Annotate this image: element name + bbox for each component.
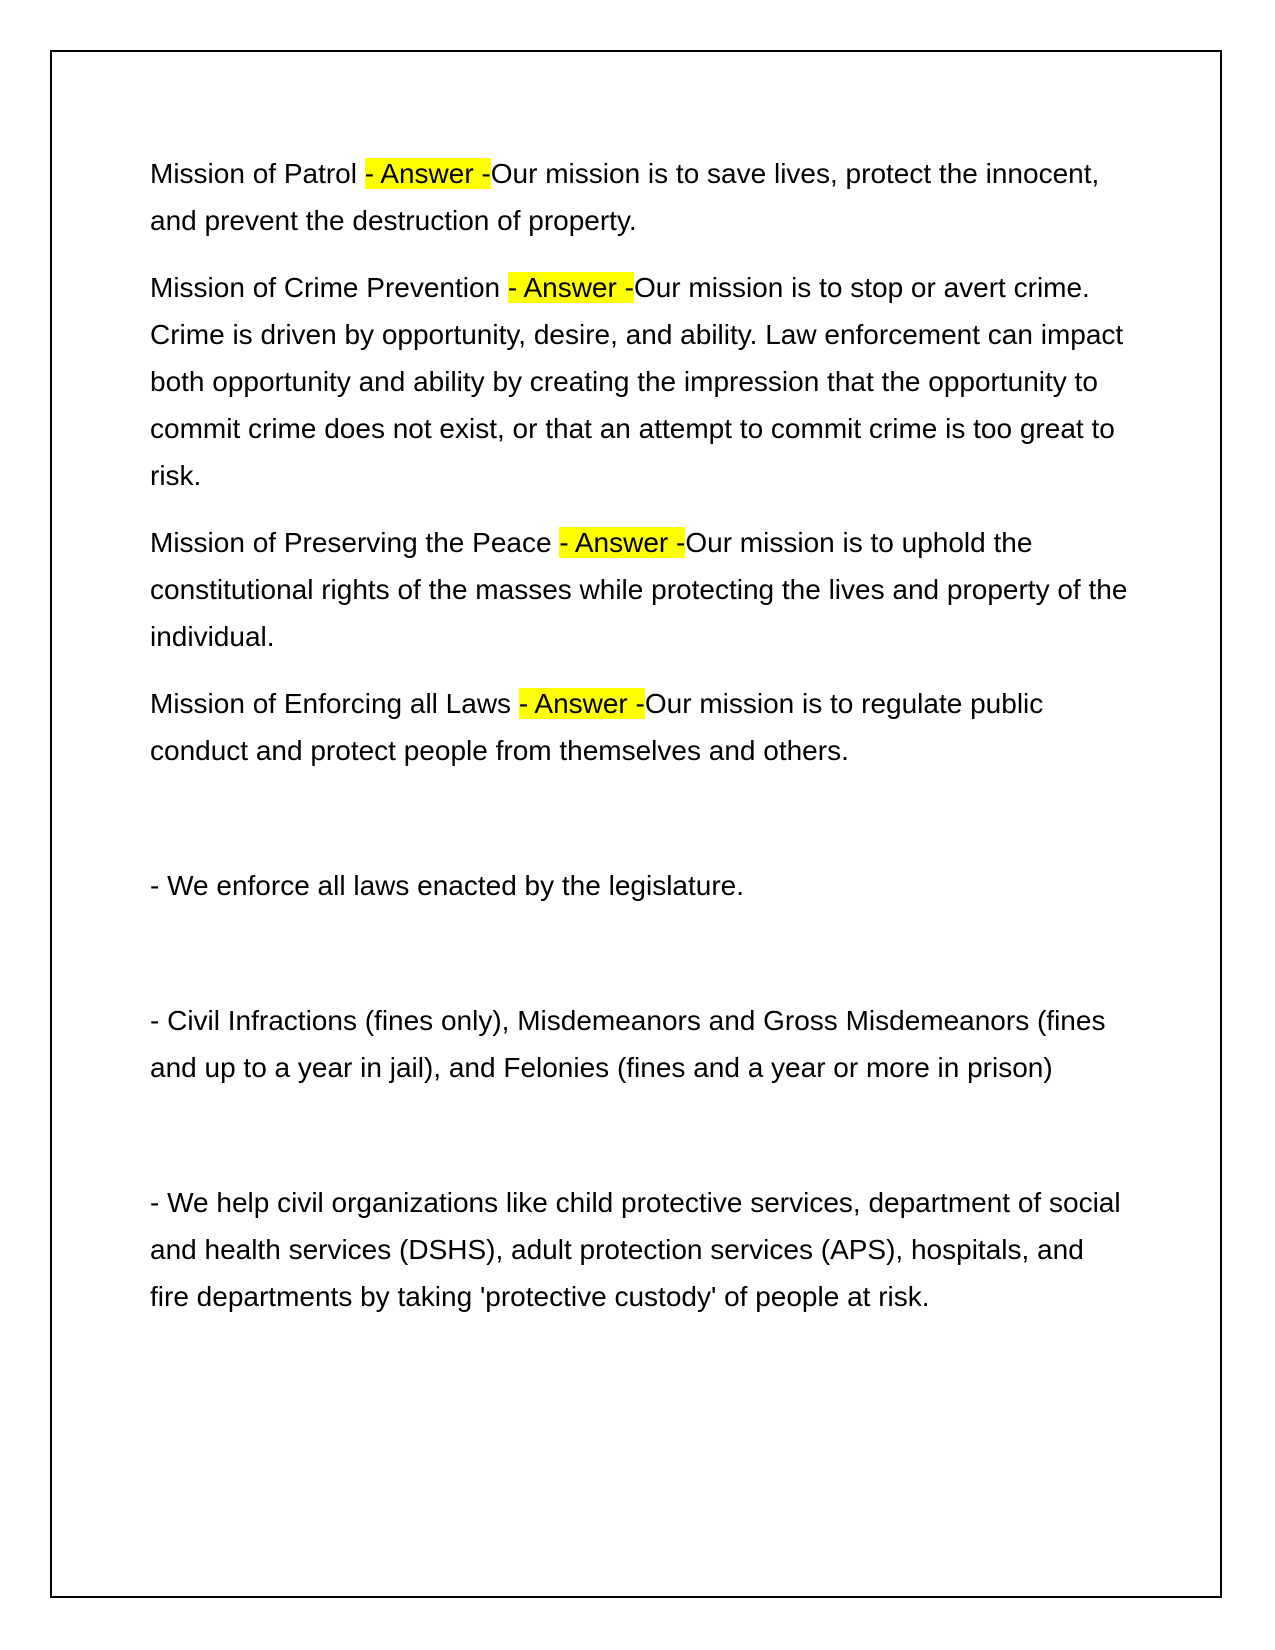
question-text: Mission of Crime Prevention: [150, 272, 508, 303]
answer-marker: - Answer -: [507, 272, 634, 303]
question-text: Mission of Patrol: [150, 158, 365, 189]
blank-space: [150, 774, 1130, 862]
document-body: [150, 150, 1130, 1320]
answer-marker: - Answer -: [364, 158, 491, 189]
note-offense-types: - Civil Infractions (fines only), Misdemeanors and Gross Misdemeanors (fines and up to a year in jail), and Felonies (fines and a year or more in prison): [150, 1005, 1106, 1083]
question-text: Mission of Enforcing all Laws: [150, 688, 519, 719]
answer-marker: - Answer -: [559, 527, 686, 558]
answer-text: Our mission is to save lives, protect the innocent, and prevent the destruction of property.: [150, 158, 1100, 236]
answer-text: Our mission is to uphold the constitutional rights of the masses while protecting the lives and property of the individual.: [150, 527, 1128, 652]
question-text: Mission of Preserving the Peace: [150, 527, 560, 558]
qa-enforcing-laws: [150, 680, 1130, 774]
qa-crime-prevention: [150, 264, 1130, 499]
blank-space: [150, 909, 1130, 997]
qa-preserving-peace: [150, 519, 1130, 660]
note-protective-custody: - We help civil organizations like child protective services, department of social and health services (DSHS), adult protection services (APS), hospitals, and fire departments by taking 'protective custody' of people at risk.: [150, 1187, 1121, 1312]
blank-space: [150, 1091, 1130, 1179]
note-enforce-laws: - We enforce all laws enacted by the legislature.: [150, 870, 745, 901]
answer-text: Our mission is to stop or avert crime. Crime is driven by opportunity, desire, and ability. Law enforcement can impact both opportunity and ability by creating the impression that the opportunity to commit crime does not exist, or that an attempt to commit crime is too great to risk.: [150, 272, 1124, 491]
qa-patrol: [150, 150, 1130, 244]
answer-text: Our mission is to regulate public conduct and protect people from themselves and others.: [150, 688, 1044, 766]
answer-marker: - Answer -: [518, 688, 645, 719]
